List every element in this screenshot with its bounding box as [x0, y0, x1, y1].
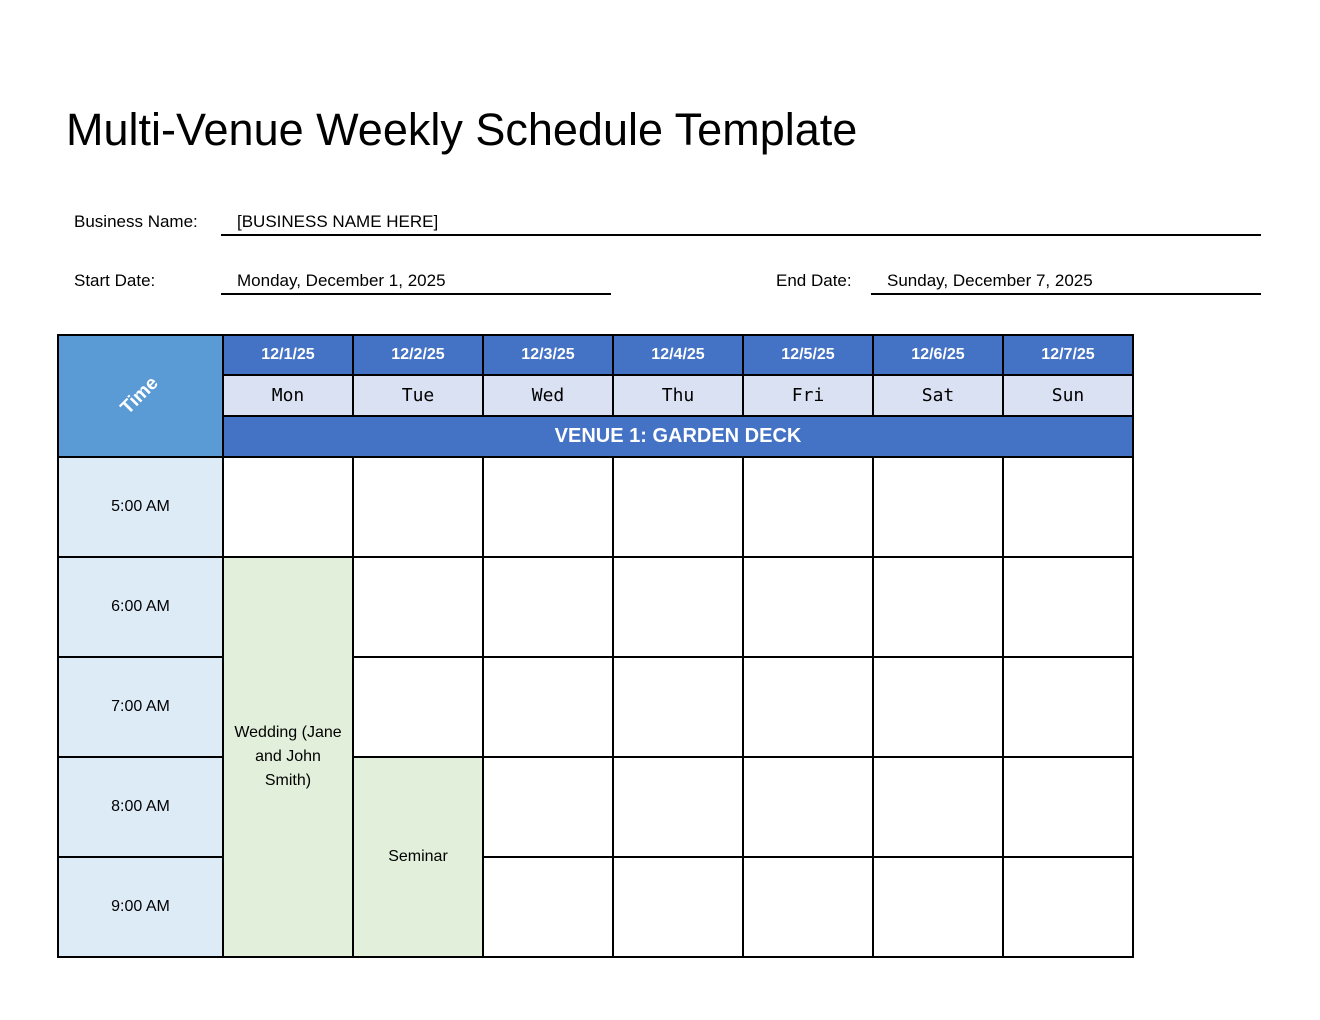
- schedule-slot[interactable]: [743, 657, 873, 757]
- time-label: 7:00 AM: [58, 657, 223, 757]
- date-header-sat: 12/6/25: [873, 335, 1003, 375]
- event-label: Wedding (Jane and John Smith): [234, 724, 342, 789]
- schedule-slot[interactable]: [1003, 857, 1133, 957]
- date-header-fri: 12/5/25: [743, 335, 873, 375]
- date-header-sun: 12/7/25: [1003, 335, 1133, 375]
- time-label: 5:00 AM: [58, 457, 223, 557]
- schedule-slot[interactable]: [483, 457, 613, 557]
- event-label: Seminar: [388, 848, 448, 865]
- time-label: 9:00 AM: [58, 857, 223, 957]
- day-header-mon: Mon: [223, 375, 353, 416]
- day-header-fri: Fri: [743, 375, 873, 416]
- schedule-slot[interactable]: [873, 557, 1003, 657]
- start-date-field[interactable]: Monday, December 1, 2025: [221, 269, 611, 295]
- schedule-slot[interactable]: [1003, 657, 1133, 757]
- schedule-slot[interactable]: [873, 757, 1003, 857]
- end-date-field[interactable]: Sunday, December 7, 2025: [871, 269, 1261, 295]
- schedule-slot[interactable]: [613, 757, 743, 857]
- schedule-slot[interactable]: [873, 857, 1003, 957]
- day-header-sun: Sun: [1003, 375, 1133, 416]
- schedule-slot[interactable]: [483, 557, 613, 657]
- date-header-tue: 12/2/25: [353, 335, 483, 375]
- page-title: Multi-Venue Weekly Schedule Template: [66, 104, 858, 155]
- time-label: 8:00 AM: [58, 757, 223, 857]
- schedule-slot[interactable]: [613, 857, 743, 957]
- date-header-thu: 12/4/25: [613, 335, 743, 375]
- schedule-slot[interactable]: [353, 657, 483, 757]
- schedule-slot[interactable]: [873, 657, 1003, 757]
- schedule-slot[interactable]: [353, 457, 483, 557]
- start-date-label: Start Date:: [74, 271, 156, 290]
- schedule-slot[interactable]: [743, 857, 873, 957]
- schedule-slot[interactable]: [483, 657, 613, 757]
- time-header-label: Time: [117, 372, 164, 419]
- day-header-tue: Tue: [353, 375, 483, 416]
- schedule-slot[interactable]: [613, 457, 743, 557]
- day-header-wed: Wed: [483, 375, 613, 416]
- day-header-thu: Thu: [613, 375, 743, 416]
- schedule-slot[interactable]: [1003, 757, 1133, 857]
- schedule-slot[interactable]: [483, 857, 613, 957]
- date-header-wed: 12/3/25: [483, 335, 613, 375]
- business-name-field[interactable]: [BUSINESS NAME HERE]: [221, 210, 1261, 236]
- schedule-slot[interactable]: [873, 457, 1003, 557]
- schedule-slot[interactable]: [613, 657, 743, 757]
- schedule-slot[interactable]: [743, 457, 873, 557]
- schedule-slot[interactable]: [1003, 557, 1133, 657]
- schedule-slot[interactable]: [353, 557, 483, 657]
- event-block-seminar[interactable]: [353, 757, 483, 957]
- time-label: 6:00 AM: [58, 557, 223, 657]
- schedule-slot[interactable]: [613, 557, 743, 657]
- schedule-table: [57, 334, 1134, 958]
- schedule-slot[interactable]: [1003, 457, 1133, 557]
- business-name-label: Business Name:: [74, 212, 198, 231]
- date-header-mon: 12/1/25: [223, 335, 353, 375]
- day-header-sat: Sat: [873, 375, 1003, 416]
- end-date-label: End Date:: [776, 271, 852, 290]
- venue-header: VENUE 1: GARDEN DECK: [223, 416, 1133, 457]
- schedule-slot[interactable]: [223, 457, 353, 557]
- schedule-slot[interactable]: [483, 757, 613, 857]
- schedule-slot[interactable]: [743, 757, 873, 857]
- schedule-slot[interactable]: [743, 557, 873, 657]
- time-column-header: [58, 335, 223, 457]
- event-block-wedding[interactable]: [223, 557, 353, 957]
